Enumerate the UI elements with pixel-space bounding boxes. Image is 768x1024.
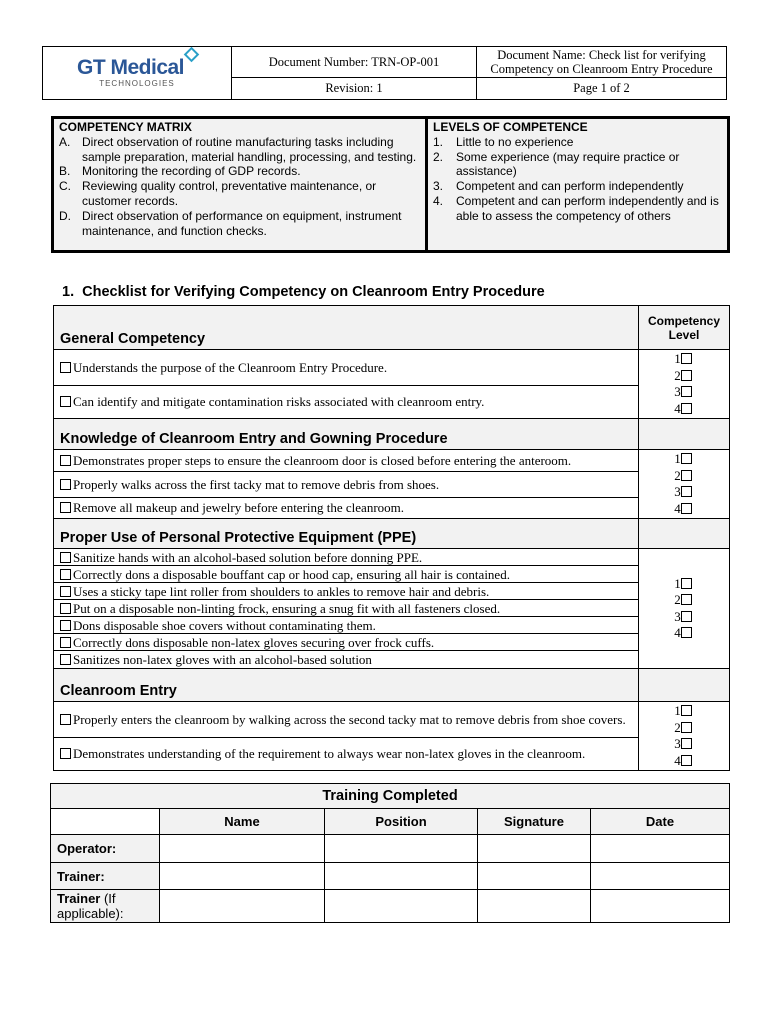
level-2-checkbox[interactable] <box>681 470 692 481</box>
col-name: Name <box>160 809 325 835</box>
item-checkbox[interactable] <box>60 396 71 407</box>
matrix-title: COMPETENCY MATRIX <box>59 120 192 134</box>
empty-header-cell <box>51 809 160 835</box>
competency-matrix-box <box>51 116 730 253</box>
level-4-checkbox[interactable] <box>681 627 692 638</box>
level-selector: 1 2 3 4 <box>639 702 730 771</box>
trainer-position-field[interactable] <box>325 863 478 890</box>
page-number: Page 1 of 2 <box>477 77 727 99</box>
item-checkbox[interactable] <box>60 637 71 648</box>
competency-level-header: Competency Level <box>639 306 730 350</box>
col-position: Position <box>325 809 478 835</box>
level-1-checkbox[interactable] <box>681 578 692 589</box>
col-date: Date <box>591 809 730 835</box>
checklist-item: Understands the purpose of the Cleanroom Entry Procedure. <box>54 350 639 386</box>
level-2-checkbox[interactable] <box>681 370 692 381</box>
level-3-checkbox[interactable] <box>681 738 692 749</box>
group-heading: Cleanroom Entry <box>54 669 639 702</box>
group-heading: General Competency <box>54 306 639 350</box>
checklist-item: Properly enters the cleanroom by walking across the second tacky mat to remove debris from shoe covers. <box>54 702 639 738</box>
checklist-item: Sanitize hands with an alcohol-based solution before donning PPE. <box>54 549 639 566</box>
checklist-item: Dons disposable shoe covers without contaminating them. <box>54 617 639 634</box>
level-item: 2. Some experience (may require practice or assistance) <box>433 149 680 179</box>
matrix-item: A. Direct observation of routine manufacturing tasks including sample preparation, material handling, processing, and testing. <box>59 134 417 164</box>
item-checkbox[interactable] <box>60 620 71 631</box>
operator-signature-field[interactable] <box>478 835 591 863</box>
level-2-checkbox[interactable] <box>681 594 692 605</box>
item-checkbox[interactable] <box>60 586 71 597</box>
levels-of-competence <box>428 119 727 250</box>
item-checkbox[interactable] <box>60 455 71 466</box>
operator-position-field[interactable] <box>325 835 478 863</box>
item-checkbox[interactable] <box>60 714 71 725</box>
item-checkbox[interactable] <box>60 479 71 490</box>
doc-number: Document Number: TRN-OP-001 <box>232 47 477 78</box>
trainer-date-field[interactable] <box>591 863 730 890</box>
col-signature: Signature <box>478 809 591 835</box>
row-label-operator: Operator: <box>51 835 160 863</box>
trainer-signature-field[interactable] <box>478 863 591 890</box>
item-checkbox[interactable] <box>60 748 71 759</box>
logo <box>43 47 232 100</box>
trainer2-position-field[interactable] <box>325 890 478 923</box>
item-checkbox[interactable] <box>60 603 71 614</box>
trainer2-name-field[interactable] <box>160 890 325 923</box>
trainer2-signature-field[interactable] <box>478 890 591 923</box>
operator-date-field[interactable] <box>591 835 730 863</box>
item-checkbox[interactable] <box>60 654 71 665</box>
level-selector: 1 2 3 4 <box>639 450 730 519</box>
checklist-item: Remove all makeup and jewelry before entering the cleanroom. <box>54 497 639 518</box>
logo-main-text: GT Medical <box>76 56 185 79</box>
checklist-item: Can identify and mitigate contamination risks associated with cleanroom entry. <box>54 385 639 418</box>
level-4-checkbox[interactable] <box>681 755 692 766</box>
operator-name-field[interactable] <box>160 835 325 863</box>
level-3-checkbox[interactable] <box>681 386 692 397</box>
matrix-item: C. Reviewing quality control, preventative maintenance, or customer records. <box>59 179 377 208</box>
checklist-item: Demonstrates proper steps to ensure the cleanroom door is closed before entering the anteroom. <box>54 450 639 472</box>
level-2-checkbox[interactable] <box>681 722 692 733</box>
levels-title: LEVELS OF COMPETENCE <box>433 120 588 134</box>
level-1-checkbox[interactable] <box>681 705 692 716</box>
doc-name: Document Name: Check list for verifying Competency on Cleanroom Entry Procedure <box>477 47 727 78</box>
level-item: 4. Competent and can perform independently and is able to assess the competency of others <box>433 193 719 223</box>
document-header <box>42 46 727 100</box>
competency-checklist <box>53 305 730 771</box>
row-label-trainer: Trainer: <box>51 863 160 890</box>
logo-sub-text: TECHNOLOGIES <box>99 79 175 88</box>
level-selector: 1 2 3 4 <box>639 350 730 419</box>
level-3-checkbox[interactable] <box>681 486 692 497</box>
group-heading: Knowledge of Cleanroom Entry and Gowning Procedure <box>54 419 639 450</box>
group-heading: Proper Use of Personal Protective Equipment (PPE) <box>54 519 639 549</box>
level-4-checkbox[interactable] <box>681 503 692 514</box>
item-checkbox[interactable] <box>60 502 71 513</box>
checklist-item: Properly walks across the first tacky mat to remove debris from shoes. <box>54 472 639 497</box>
competency-matrix <box>54 119 428 250</box>
checklist-item: Put on a disposable non-linting frock, ensuring a snug fit with all fasteners closed. <box>54 600 639 617</box>
logo-diamond-icon <box>184 47 200 63</box>
checklist-item: Correctly dons a disposable bouffant cap or hood cap, ensuring all hair is contained. <box>54 566 639 583</box>
level-3-checkbox[interactable] <box>681 611 692 622</box>
checklist-item: Uses a sticky tape lint roller from shoulders to ankles to remove hair and debris. <box>54 583 639 600</box>
training-title: Training Completed <box>51 784 730 809</box>
matrix-item: D. Direct observation of performance on equipment, instrument maintenance, and function checks. <box>59 208 402 238</box>
level-item: 3. Competent and can perform independently <box>433 179 684 194</box>
item-checkbox[interactable] <box>60 569 71 580</box>
row-label-trainer-optional: Trainer (If applicable): <box>51 890 160 923</box>
item-checkbox[interactable] <box>60 362 71 373</box>
level-item: 1. Little to no experience <box>433 134 574 149</box>
level-1-checkbox[interactable] <box>681 353 692 364</box>
item-checkbox[interactable] <box>60 552 71 563</box>
trainer-name-field[interactable] <box>160 863 325 890</box>
section-title: 1. Checklist for Verifying Competency on Cleanroom Entry Procedure <box>62 284 545 300</box>
level-4-checkbox[interactable] <box>681 403 692 414</box>
revision: Revision: 1 <box>232 77 477 99</box>
level-1-checkbox[interactable] <box>681 453 692 464</box>
training-completed-table <box>50 783 730 923</box>
level-selector: 1 2 3 4 <box>639 549 730 669</box>
trainer2-date-field[interactable] <box>591 890 730 923</box>
checklist-item: Correctly dons disposable non-latex gloves securing over frock cuffs. <box>54 634 639 651</box>
checklist-item: Demonstrates understanding of the requirement to always wear non-latex gloves in the cleanroom. <box>54 737 639 770</box>
matrix-item: B. Monitoring the recording of GDP records. <box>59 164 301 179</box>
checklist-item: Sanitizes non-latex gloves with an alcohol-based solution <box>54 651 639 669</box>
